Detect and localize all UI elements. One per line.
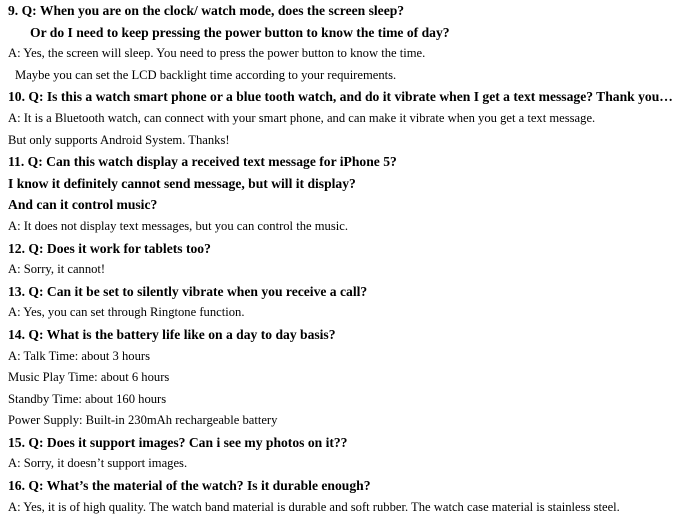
- faq-question-line: 13. Q: Can it be set to silently vibrate when you receive a call?: [8, 283, 368, 299]
- faq-question-line: 9. Q: When you are on the clock/ watch mode, does the screen sleep?: [8, 3, 405, 18]
- faq-question-line: Or do I need to keep pressing the power button to know the time of day?: [30, 24, 450, 40]
- faq-answer-line: A: Talk Time: about 3 hours: [8, 348, 150, 363]
- faq-answer-line: Maybe you can set the LCD backlight time according to your requirements.: [15, 67, 397, 82]
- faq-answer-line: Music Play Time: about 6 hours: [8, 370, 170, 385]
- faq-question-line: 12. Q: Does it work for tablets too?: [8, 240, 211, 256]
- faq-answer-line: A: It does not display text messages, but you can control the music.: [8, 218, 348, 233]
- faq-question-line: 11. Q: Can this watch display a received text message for iPhone 5?: [8, 154, 397, 170]
- faq-question-line: 14. Q: What is the battery life like on a day to day basis?: [8, 326, 336, 342]
- faq-answer-line: But only supports Android System. Thanks!: [8, 132, 230, 147]
- faq-answer-line: A: Yes, you can set through Ringtone function.: [8, 305, 245, 320]
- faq-question-line: 15. Q: Does it support images? Can i see my photos on it??: [8, 434, 348, 450]
- faq-question-line: I know it definitely cannot send message, but will it display?: [8, 175, 356, 191]
- faq-question-line: 16. Q: What’s the material of the watch? Is it durable enough?: [8, 478, 371, 494]
- faq-answer-line: A: Yes, the screen will sleep. You need to press the power button to know the time.: [8, 46, 426, 61]
- faq-answer-line: A: Sorry, it doesn’t support images.: [8, 456, 188, 471]
- faq-question-line: 10. Q: Is this a watch smart phone or a blue tooth watch, and do it vibrate when I get a text message? Thank you…: [8, 89, 673, 105]
- faq-answer-line: A: It is a Bluetooth watch, can connect with your smart phone, and can make it vibrate when you get a text message.: [8, 110, 596, 125]
- faq-list: [8, 0, 698, 518]
- faq-answer-line: Standby Time: about 160 hours: [8, 391, 167, 406]
- faq-question-line: And can it control music?: [8, 197, 158, 213]
- faq-answer-line: A: Sorry, it cannot!: [8, 262, 106, 277]
- faq-answer-line: Power Supply: Built-in 230mAh rechargeable battery: [8, 413, 278, 428]
- faq-answer-line: A: Yes, it is of high quality. The watch band material is durable and soft rubber. The watch case material is stainless steel.: [8, 499, 620, 514]
